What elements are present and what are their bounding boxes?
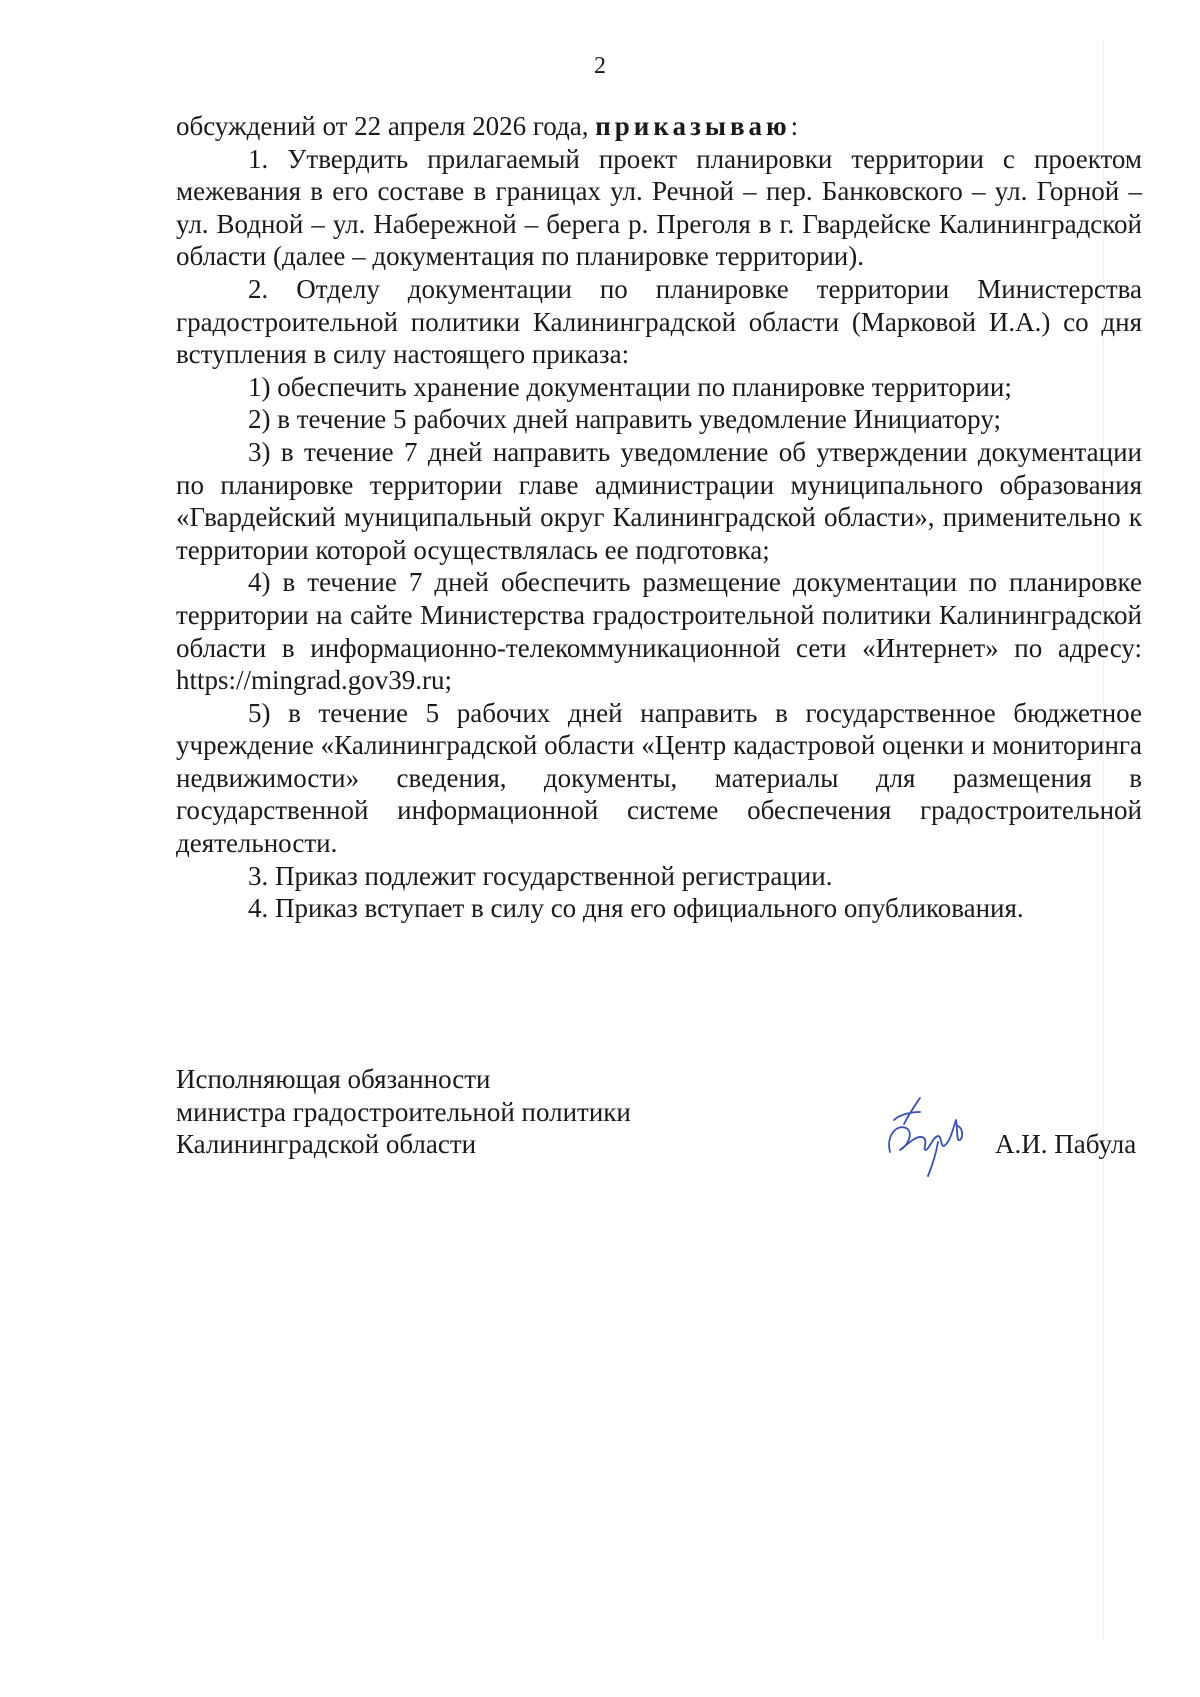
paragraph-1: 1. Утвердить прилагаемый проект планировки территории с проектом межевания в его составе в границах ул. Речной – пер. Банковского – ул. Горной – ул. Водной – ул. Набережной – берега р. Преголя в г. Гвардейске Калининградской области (далее – документация по планировке территории). <box>176 143 1142 272</box>
paragraph-2: 2. Отделу документации по планировке территории Министерства градостроительной политики Калининградской области (Марковой И.А.) со дня вступления в силу настоящего приказа: <box>176 273 1142 370</box>
page-number: 2 <box>594 53 606 79</box>
subitem-5: 5) в течение 5 рабочих дней направить в государственное бюджетное учреждение «Калининградской области «Центр кадастровой оценки и мониторинга недвижимости» сведения, документы, материалы для размещения в государственной информационной системе обеспечения градостроительной деятельности. <box>176 697 1142 859</box>
subitem-4: 4) в течение 7 дней обеспечить размещение документации по планировке территории на сайте Министерства градостроительной политики Калининградской области в информационно-телекоммуникационной сети «Интернет» по адресу: https://mingrad.gov39.ru; <box>176 567 1142 696</box>
paragraph-4: 4. Приказ вступает в силу со дня его официального опубликования. <box>248 893 1024 924</box>
position-line-2: министра градостроительной политики <box>176 1096 631 1127</box>
order-keyword: приказываю <box>595 111 791 141</box>
subitem-2: 2) в течение 5 рабочих дней направить уведомление Инициатору; <box>248 404 1001 435</box>
position-line-3: Калининградской области <box>176 1129 477 1160</box>
signatory-position <box>176 1063 776 1161</box>
order-body <box>176 110 1142 925</box>
intro-colon: : <box>790 111 799 141</box>
subitem-3: 3) в течение 7 дней направить уведомление об утверждении документации по планировке территории главе администрации муниципального образования «Гвардейский муниципальный округ Калининградской области», применительно к территории которой осуществлялась ее подготовка; <box>176 436 1142 565</box>
paragraph-3: 3. Приказ подлежит государственной регистрации. <box>248 860 833 891</box>
position-line-1: Исполняющая обязанности <box>176 1064 491 1094</box>
subitem-1: 1) обеспечить хранение документации по планировке территории; <box>248 371 1012 402</box>
intro-text: обсуждений от 22 апреля 2026 года, <box>176 111 596 141</box>
handwritten-signature <box>880 1090 975 1180</box>
intro-paragraph <box>176 110 1142 143</box>
signer-name: А.И. Пабула <box>995 1129 1137 1159</box>
